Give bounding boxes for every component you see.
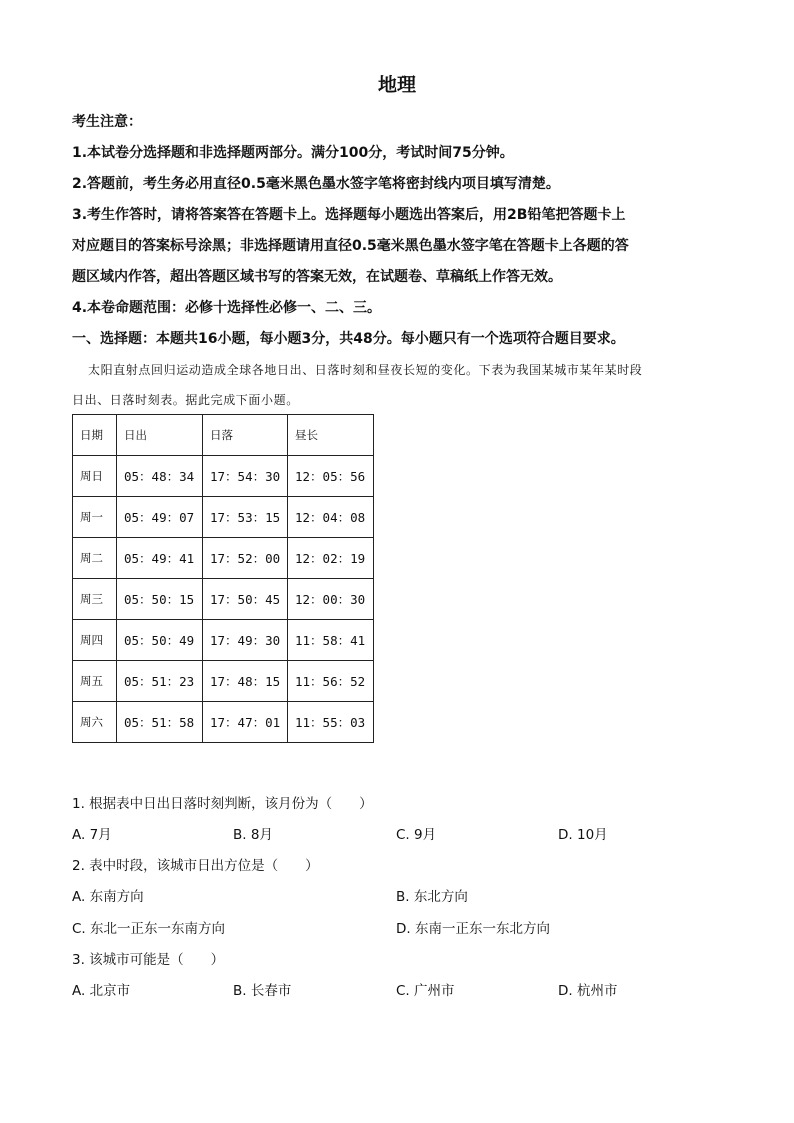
cell-sunrise: 05：48：34 [117,456,203,497]
intro-line-2: 日出、日落时刻表。据此完成下面小题。 [72,393,299,407]
cell-sunset: 17：53：15 [203,497,288,538]
question-1-option-d[interactable]: D. 10月 [558,827,608,843]
question-2-option-b[interactable]: B. 东北方向 [396,889,468,905]
cell-daylength: 12：00：30 [288,579,374,620]
table-row [73,538,374,579]
cell-day: 周四 [73,620,117,661]
notice-item-2: 2.答题前，考生务必用直径0.5毫米黑色墨水签字笔将密封线内项目填写清楚。 [72,176,560,192]
cell-sunset: 17：49：30 [203,620,288,661]
notice-item-3-cont1: 对应题目的答案标号涂黑；非选择题请用直径0.5毫米黑色墨水签字笔在答题卡上各题的答 [72,238,629,254]
notice-heading: 考生注意： [72,114,142,130]
notice-item-3: 3.考生作答时，请将答案答在答题卡上。选择题每小题选出答案后，用2B铅笔把答题卡上 [72,207,626,223]
question-1-option-b[interactable]: B. 8月 [233,827,273,843]
cell-daylength: 12：04：08 [288,497,374,538]
cell-sunset: 17：48：15 [203,661,288,702]
cell-daylength: 11：58：41 [288,620,374,661]
cell-sunset: 17：47：01 [203,702,288,743]
cell-sunrise: 05：50：49 [117,620,203,661]
table-row [73,497,374,538]
sunrise-sunset-table [72,414,374,743]
notice-item-1: 1.本试卷分选择题和非选择题两部分。满分100分，考试时间75分钟。 [72,145,514,161]
cell-sunset: 17：50：45 [203,579,288,620]
question-1-option-c[interactable]: C. 9月 [396,827,437,843]
question-3-option-c[interactable]: C. 广州市 [396,983,455,999]
cell-daylength: 12：05：56 [288,456,374,497]
header-daylength: 昼长 [288,415,374,456]
cell-day: 周六 [73,702,117,743]
cell-sunrise: 05：49：41 [117,538,203,579]
header-sunset: 日落 [203,415,288,456]
cell-sunset: 17：54：30 [203,456,288,497]
question-2-option-c[interactable]: C. 东北一正东一东南方向 [72,921,226,937]
cell-day: 周日 [73,456,117,497]
notice-item-3-cont2: 题区域内作答，超出答题区域书写的答案无效，在试题卷、草稿纸上作答无效。 [72,269,562,285]
table-row [73,661,374,702]
header-sunrise: 日出 [117,415,203,456]
table-row [73,620,374,661]
cell-day: 周二 [73,538,117,579]
cell-daylength: 11：55：03 [288,702,374,743]
question-3-option-d[interactable]: D. 杭州市 [558,983,618,999]
notice-item-4: 4.本卷命题范围：必修十选择性必修一、二、三。 [72,300,382,316]
cell-daylength: 12：02：19 [288,538,374,579]
cell-sunset: 17：52：00 [203,538,288,579]
cell-day: 周一 [73,497,117,538]
question-3-stem: 3. 该城市可能是（ ） [72,952,225,968]
question-1-stem: 1. 根据表中日出日落时刻判断，该月份为（ ） [72,796,373,812]
cell-day: 周三 [73,579,117,620]
table-row [73,456,374,497]
question-3-option-b[interactable]: B. 长春市 [233,983,292,999]
header-date: 日期 [73,415,117,456]
section-heading: 一、选择题：本题共16小题，每小题3分，共48分。每小题只有一个选项符合题目要求。 [72,331,625,347]
cell-sunrise: 05：49：07 [117,497,203,538]
question-2-option-d[interactable]: D. 东南一正东一东北方向 [396,921,550,937]
question-1-option-a[interactable]: A. 7月 [72,827,112,843]
cell-sunrise: 05：50：15 [117,579,203,620]
cell-sunrise: 05：51：23 [117,661,203,702]
table-row [73,702,374,743]
table-row [73,579,374,620]
question-3-option-a[interactable]: A. 北京市 [72,983,131,999]
intro-line-1: 太阳直射点回归运动造成全球各地日出、日落时刻和昼夜长短的变化。下表为我国某城市某年某时段 [88,363,643,377]
cell-day: 周五 [73,661,117,702]
cell-daylength: 11：56：52 [288,661,374,702]
page-title: 地理 [377,74,416,96]
question-2-option-a[interactable]: A. 东南方向 [72,889,144,905]
question-2-stem: 2. 表中时段，该城市日出方位是（ ） [72,858,319,874]
table-header-row [73,415,374,456]
cell-sunrise: 05：51：58 [117,702,203,743]
